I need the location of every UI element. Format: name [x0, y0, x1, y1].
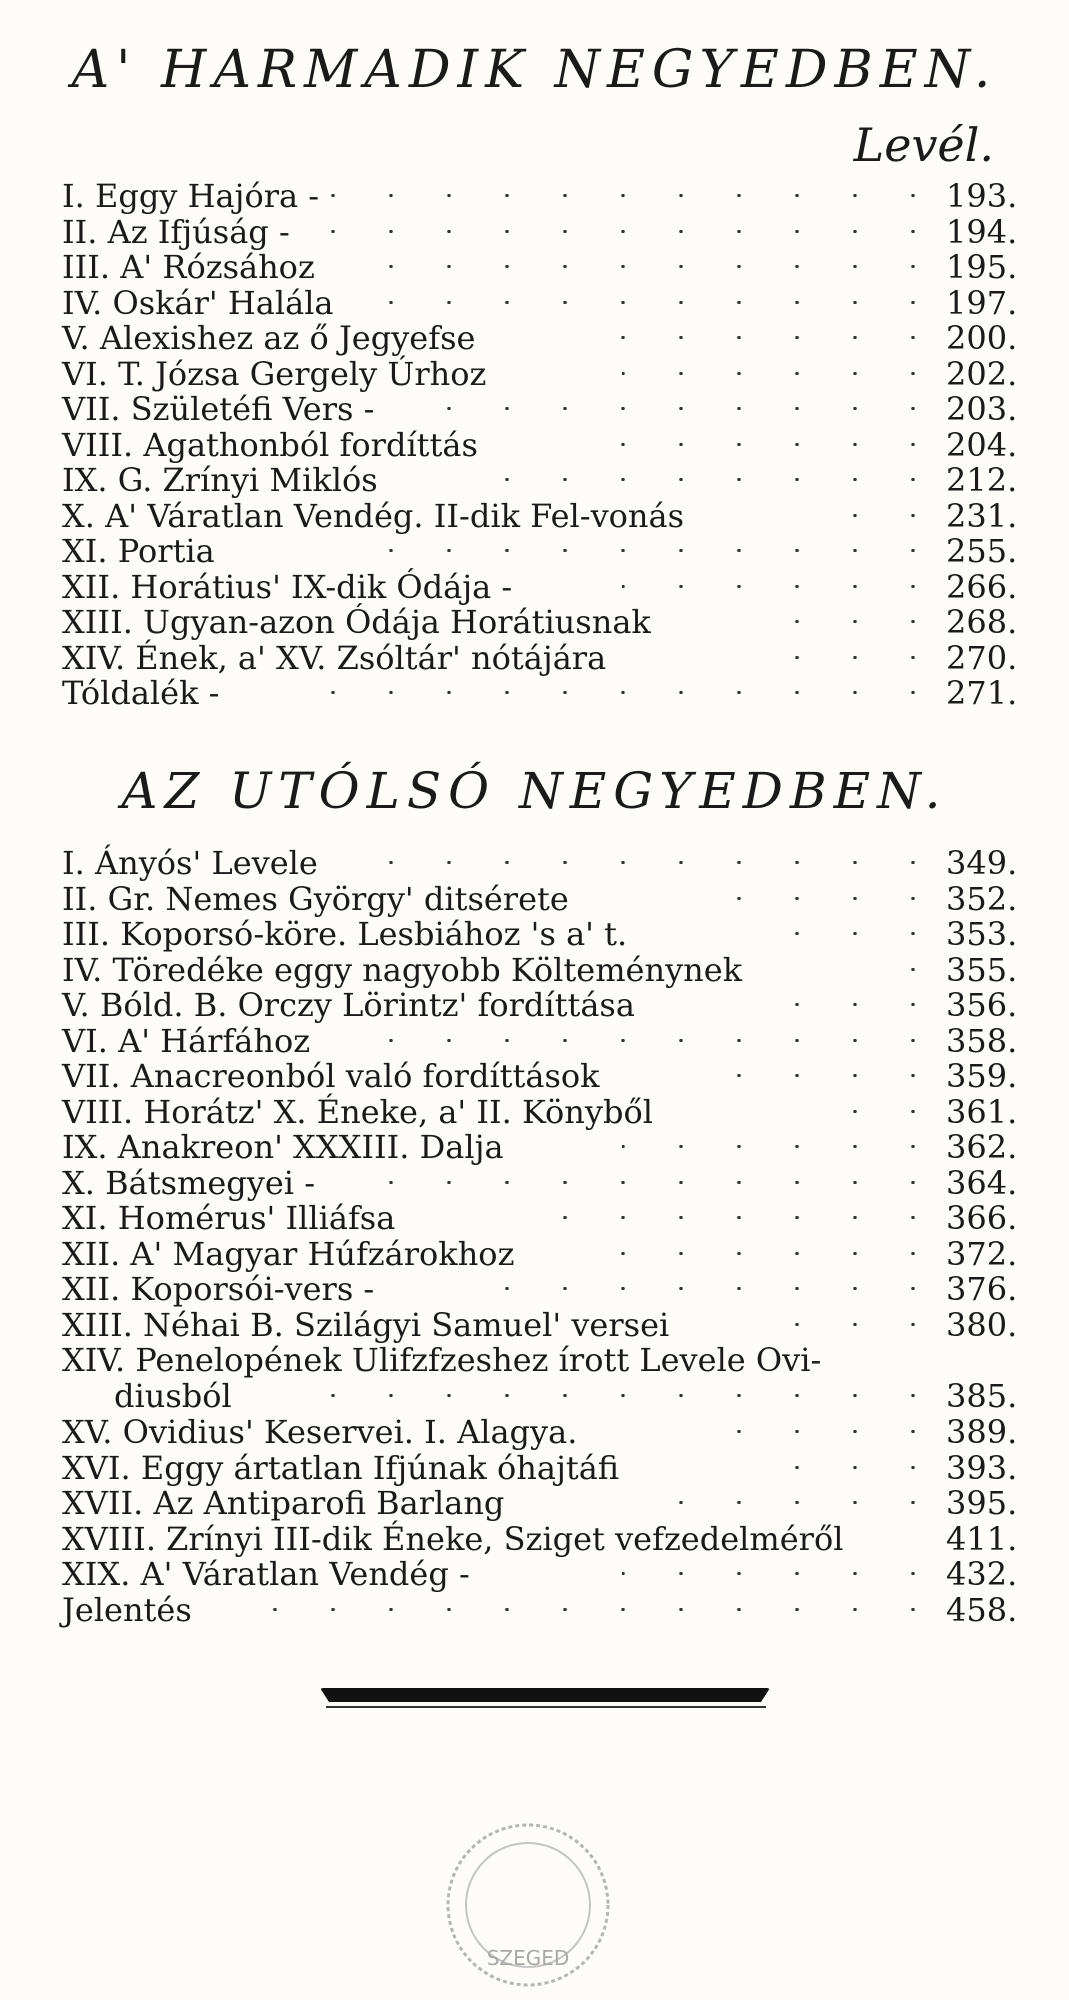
toc-entry	[62, 354, 1018, 393]
toc-entry	[62, 1163, 1018, 1202]
leader-dots	[782, 932, 942, 935]
leader-dots	[382, 1039, 942, 1042]
toc-entry	[62, 425, 1018, 464]
leader-dots	[582, 443, 942, 446]
toc-entry-title: Jelentés	[62, 1590, 192, 1629]
leader-dots	[492, 478, 942, 481]
toc-entry	[62, 390, 1018, 428]
section-heading-third-quarter: A' HARMADIK NEGYEDBEN.	[71, 40, 998, 100]
leader-dots	[602, 1252, 942, 1255]
toc-entry	[62, 879, 1018, 918]
toc-entry-page: 359.	[946, 1057, 1018, 1095]
toc-entry	[62, 1270, 1018, 1308]
leader-dots	[362, 265, 942, 268]
toc-entry-title: VI. T. Józsa Gergely Úrhoz	[62, 354, 487, 393]
toc-entry-title: XV. Ovidius' Keservei. I. Alagya.	[62, 1413, 578, 1451]
toc-entry-title: XIII. Néhai B. Szilágyi Samuel' versei	[62, 1305, 670, 1344]
toc-entry-title: XVI. Eggy ártatlan Ifjúnak óhajtáfi	[62, 1448, 620, 1487]
toc-entry-title: V. Bóld. B. Orczy Lörintz' fordíttása	[62, 986, 635, 1024]
leader-dots	[462, 1287, 942, 1290]
toc-entry-page: 212.	[946, 461, 1018, 499]
toc-entry-title: III. Koporsó-köre. Lesbiához 's a' t.	[62, 915, 628, 953]
toc-entry-page: 389.	[946, 1413, 1018, 1451]
toc-entry	[62, 844, 1018, 882]
toc-entry-page: 203.	[946, 390, 1018, 428]
toc-entry-page: 255.	[946, 532, 1018, 570]
toc-entry	[62, 1448, 1018, 1487]
toc-entry-title: XII. Horátius' IX-dik Ódája -	[62, 567, 513, 606]
toc-entry	[62, 950, 1018, 989]
leader-dots	[342, 549, 942, 552]
toc-entry-title: II. Gr. Nemes György' ditsérete	[62, 879, 569, 918]
toc-entry-page: 376.	[946, 1270, 1018, 1308]
toc-entry-page: 385.	[946, 1377, 1018, 1415]
toc-entry	[62, 567, 1018, 606]
toc-entry-page: 358.	[946, 1021, 1018, 1060]
toc-entry	[62, 603, 1018, 641]
leader-dots	[782, 620, 942, 623]
toc-entry-page: 195.	[946, 248, 1018, 286]
leader-dots	[782, 656, 942, 659]
toc-entry	[62, 319, 1018, 357]
toc-entry-title: IV. Oskár' Halála	[62, 283, 334, 322]
leader-dots	[382, 301, 942, 304]
toc-entry-title: V. Alexishez az ő Jegyefse	[62, 319, 476, 357]
toc-entry-page: 194.	[946, 212, 1018, 251]
leader-dots	[262, 1608, 942, 1611]
leader-dots	[782, 1466, 942, 1469]
toc-section-1	[62, 177, 1018, 712]
toc-entry-page: 352.	[946, 879, 1018, 918]
toc-entry	[62, 177, 1018, 215]
leader-dots	[722, 1074, 942, 1077]
toc-entry-page: 432.	[946, 1555, 1018, 1593]
toc-section-2	[62, 844, 1018, 1629]
leader-dots	[842, 1110, 942, 1113]
toc-entry-page: 355.	[946, 950, 1018, 989]
toc-entry	[62, 1341, 1018, 1415]
toc-entry	[62, 1590, 1018, 1629]
leader-dots	[292, 1394, 942, 1397]
toc-entry-title: X. Bátsmegyei -	[62, 1163, 315, 1202]
toc-entry	[62, 1021, 1018, 1060]
toc-entry-title: VIII. Horátz' X. Éneke, a' II. Könyből	[62, 1092, 653, 1131]
toc-entry	[62, 1128, 1018, 1166]
leader-dots	[722, 1430, 942, 1433]
toc-entry-title: XI. Portia	[62, 532, 215, 570]
toc-entry-title: XIX. A' Váratlan Vendég -	[62, 1555, 470, 1593]
leader-dots	[622, 585, 942, 588]
toc-entry	[62, 532, 1018, 570]
toc-entry-title: VII. Anacreonból való fordíttások	[62, 1057, 600, 1095]
toc-entry-title: I. Ányós' Levele	[62, 844, 318, 882]
toc-entry	[62, 1092, 1018, 1131]
toc-entry-page: 349.	[946, 844, 1018, 882]
leader-dots	[622, 1572, 942, 1575]
toc-entry	[62, 1234, 1018, 1273]
toc-entry-title: II. Az Ifjúság -	[62, 212, 290, 251]
ornamental-rule	[320, 1688, 770, 1702]
leader-dots	[662, 1501, 942, 1504]
toc-entry-title: Tóldalék -	[62, 674, 220, 712]
toc-entry-page: 393.	[946, 1448, 1018, 1487]
leader-dots	[362, 1181, 942, 1184]
toc-entry	[62, 1057, 1018, 1095]
toc-entry-title: VIII. Agathonból fordíttás	[62, 425, 478, 464]
section-heading-last-quarter: AZ UTÓLSÓ NEGYEDBEN.	[121, 762, 948, 820]
toc-entry-page: 366.	[946, 1199, 1018, 1237]
toc-entry-page: 362.	[946, 1128, 1018, 1166]
toc-entry-page: 231.	[946, 496, 1018, 535]
toc-entry	[62, 496, 1018, 535]
ornamental-rule-thin	[326, 1706, 766, 1708]
toc-entry	[62, 1305, 1018, 1344]
toc-entry-title: I. Eggy Hajóra -	[62, 177, 320, 215]
toc-entry-title: VII. Születéfi Vers -	[62, 390, 375, 428]
toc-entry-title: XVIII. Zrínyi III-dik Éneke, Sziget vefzedelméről	[62, 1519, 844, 1558]
leader-dots	[782, 1003, 942, 1006]
toc-entry-page: 204.	[946, 425, 1018, 464]
toc-entry-title: XVII. Az Antiparofi Barlang	[62, 1484, 505, 1522]
leader-dots	[622, 372, 942, 375]
toc-entry-page: 270.	[946, 638, 1018, 677]
toc-entry-title: VI. A' Hárfához	[62, 1021, 311, 1060]
leader-dots	[322, 230, 942, 233]
toc-entry-page: 356.	[946, 986, 1018, 1024]
toc-entry-page: 380.	[946, 1305, 1018, 1344]
leader-dots	[322, 194, 942, 197]
leader-dots	[882, 968, 942, 971]
toc-entry	[62, 212, 1018, 251]
toc-entry-title: XII. Koporsói-vers -	[62, 1270, 375, 1308]
leader-dots	[382, 861, 942, 864]
toc-entry-title: X. A' Váratlan Vendég. II-dik Fel-vonás	[62, 496, 685, 535]
toc-entry-page: 364.	[946, 1163, 1018, 1202]
toc-entry-page: 372.	[946, 1234, 1018, 1273]
toc-entry-title: XIII. Ugyan-azon Ódája Horátiusnak	[62, 603, 651, 641]
toc-entry-page: 395.	[946, 1484, 1018, 1522]
toc-entry-page: 271.	[946, 674, 1018, 712]
toc-entry-title: IV. Töredéke eggy nagyobb Költeménynek	[62, 950, 743, 989]
leader-dots	[322, 691, 942, 694]
toc-entry-page: 266.	[946, 567, 1018, 606]
toc-entry-title: IX. Anakreon' XXXIII. Dalja	[62, 1128, 504, 1166]
toc-entry-page: 361.	[946, 1092, 1018, 1131]
toc-entry-page: 268.	[946, 603, 1018, 641]
toc-entry-title: IX. G. Zrínyi Miklós	[62, 461, 378, 499]
toc-entry	[62, 461, 1018, 499]
toc-entry-title: XIV. Ének, a' XV. Zsóltár' nótájára	[62, 638, 607, 677]
leader-dots	[442, 407, 942, 410]
toc-entry	[62, 1199, 1018, 1237]
toc-entry-page: 458.	[946, 1590, 1018, 1629]
toc-entry-title-continuation: diusból	[114, 1377, 232, 1415]
toc-entry-page: 193.	[946, 177, 1018, 215]
library-stamp	[438, 1815, 618, 1995]
leader-dots	[602, 336, 942, 339]
toc-entry-title: III. A' Rózsához	[62, 248, 315, 286]
toc-entry-page: 197.	[946, 283, 1018, 322]
toc-entry-title: XII. A' Magyar Húfzárokhoz	[62, 1234, 515, 1273]
toc-entry-page: 353.	[946, 915, 1018, 953]
leader-dots	[522, 1216, 942, 1219]
toc-entry	[62, 674, 1018, 712]
stamp-text: SZEGED	[486, 1946, 570, 1970]
leader-dots	[842, 514, 942, 517]
leader-dots	[702, 897, 942, 900]
toc-entry-title: XIV. Penelopének Ulifzfzeshez írott Levele Ovi-	[62, 1341, 822, 1379]
toc-entry	[62, 283, 1018, 322]
toc-entry	[62, 1555, 1018, 1593]
toc-entry	[62, 638, 1018, 677]
page-column-label: Levél.	[853, 118, 994, 172]
toc-entry-title: XI. Homérus' Illiáfsa	[62, 1199, 396, 1237]
toc-entry	[62, 248, 1018, 286]
toc-entry	[62, 1484, 1018, 1522]
toc-entry	[62, 1413, 1018, 1451]
leader-dots	[782, 1323, 942, 1326]
toc-entry	[62, 986, 1018, 1024]
toc-entry-page: 411.	[946, 1519, 1018, 1558]
toc-entry-page: 202.	[946, 354, 1018, 393]
toc-entry	[62, 1519, 1018, 1558]
leader-dots	[622, 1145, 942, 1148]
toc-entry-page: 200.	[946, 319, 1018, 357]
toc-entry	[62, 915, 1018, 953]
